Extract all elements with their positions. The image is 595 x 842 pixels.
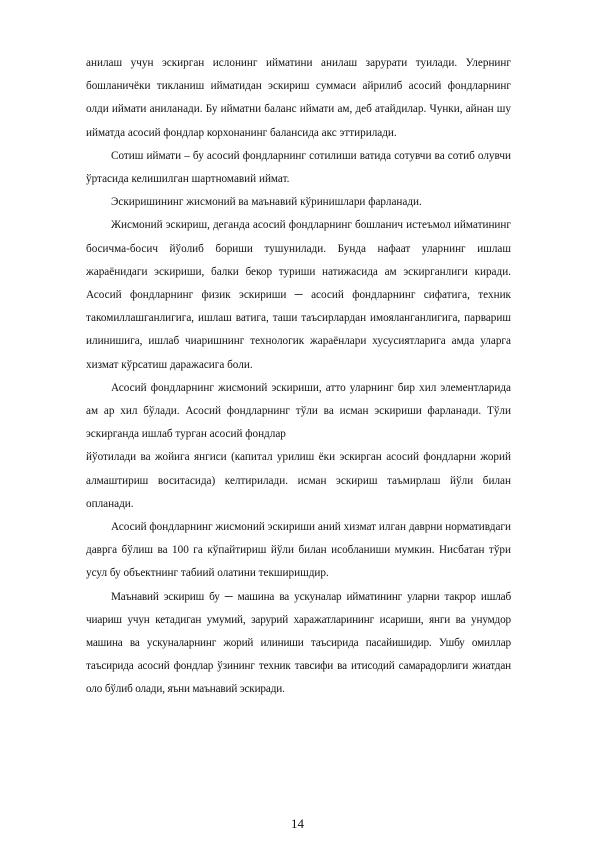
paragraph-moral-wear: Маънавий эскириш бу ─ машина ва ускуналар ийматининг уларни такрор ишлаб чиариш учун кетадиган умумий, зарурий харажатларининг исариши, янги ва унумдор машина ва ускуналарнинг жорий илиниши таъсирида пасайишидир. Ушбу омиллар таъсирида асосий фондлар ўзининг техник тавсифи ва итисодий самарадорлиги жиатдан оло бўлиб олади, яъни маънавий эскиради. <box>86 590 511 696</box>
paragraph-replacement: йўотилади ва жойига янгиси (капитал урилиш ёки эскирган асосий фондларни жорий алмаштириш воситасида) келтирилади. исман эскириш таъмирлаш йўли билан опланади. <box>86 451 511 510</box>
paragraph-wear-calculation: Асосий фондларнинг жисмоний эскириши аний хизмат илган даврни нормативдаги даврга бўлиш ва 100 га кўпайтириш йўли билан исобланиши мумкин. Нисбатан тўри усул бу объектнинг табиий олатини текширишдир. <box>86 521 511 580</box>
paragraph-sale-value: Сотиш иймати – бу асосий фондларнинг сотилиши ватида сотувчи ва сотиб олувчи ўртасида келишилган шартномавий иймат. <box>86 149 511 186</box>
paragraph-wear-types: Эскиришининг жисмоний ва маънавий кўринишлари фарланади. <box>111 196 422 209</box>
page-number: 14 <box>291 816 304 831</box>
paragraph-physical-wear-elements: Асосий фондларнинг жисмоний эскириши, атто уларнинг бир хил элементларида ам ар хил бўлади. Асосий фондларнинг тўли ва исман эскириши фарланади. Тўли эскирганда ишлаб турган асосий фондлар <box>86 381 511 441</box>
paragraph-physical-wear: Жисмоний эскириш, деганда асосий фондларнинг бошланич истеъмол ийматининг босичма-босич йўолиб бориши тушунилади. Бунда нафаат уларнинг ишлаш жараёнидаги эскириши, балки бекор туриши натижасида ам эскирганлиги киради. Асосий фондларнинг физик эскириши ─ асосий фондларнинг сифатига, техник такомиллашганлигига, ишлаш ватига, таши таъсирлардан имояланганлигига, парвариш илинишига, ишлаб чиаришнинг технологик жараёнлари хусусиятларига амда уларга хизмат кўрсатиш даражасига боли. <box>86 219 511 371</box>
document-body <box>86 52 511 702</box>
paragraph-valuation-residual: анилаш учун эскирган ислонинг ийматини анилаш зарурати туилади. Улернинг бошланичёки тикланиш ийматидан эскириш суммаси айрилиб асосий фондларнинг олди иймати аниланади. Бу ийматни баланс иймати ам, деб атайдилар. Чунки, айнан шу ийматда асосий фондлар корхонанинг балансида акс эттирилади. <box>86 57 511 139</box>
